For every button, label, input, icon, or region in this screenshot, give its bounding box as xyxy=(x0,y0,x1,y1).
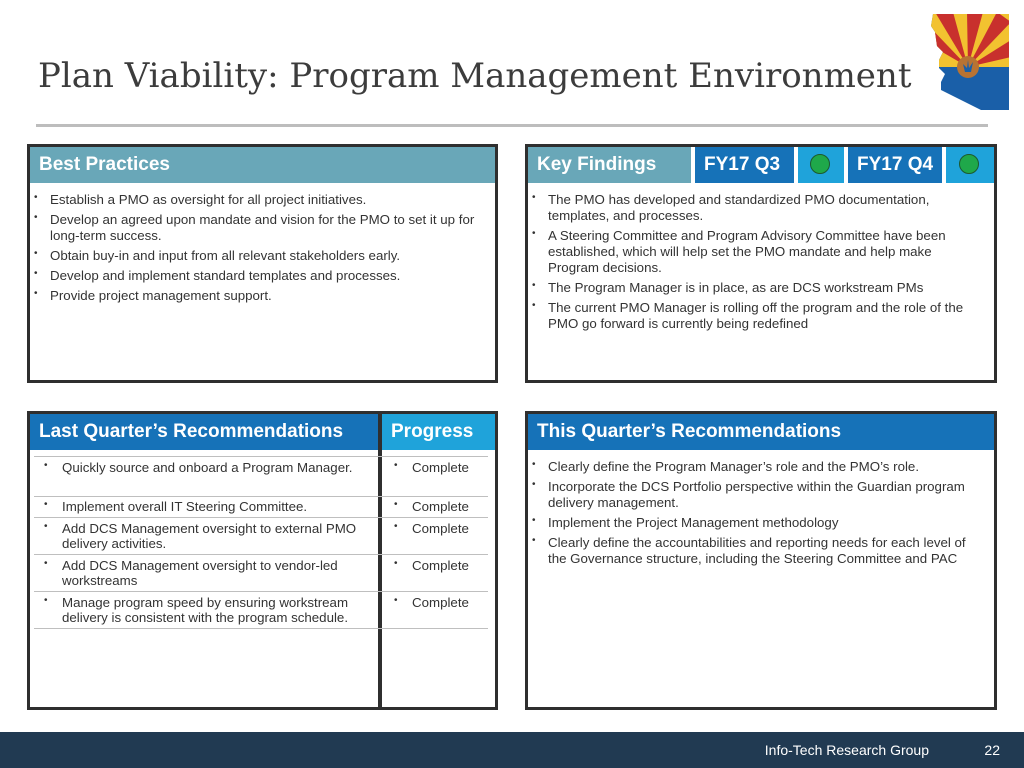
this-quarter-panel xyxy=(525,411,997,710)
recommendation-text: • Add DCS Management oversight to vendor-led workstreams xyxy=(34,558,364,588)
last-quarter-header: Last Quarter’s Recommendations xyxy=(30,414,378,450)
best-practices-list xyxy=(30,192,480,308)
this-quarter-list xyxy=(528,459,984,571)
list-item: • The Program Manager is in place, as are DCS workstream PMs xyxy=(528,280,984,296)
progress-status: • Complete xyxy=(390,460,469,475)
footer-organization: Info-Tech Research Group xyxy=(764,742,929,758)
key-findings-list xyxy=(528,192,984,336)
footer-bar xyxy=(0,732,1024,768)
best-practices-panel xyxy=(27,144,498,383)
progress-header: Progress xyxy=(382,414,495,450)
fy17-q4-label: FY17 Q4 xyxy=(848,147,942,183)
fy17-q3-label: FY17 Q3 xyxy=(695,147,794,183)
best-practices-header: Best Practices xyxy=(30,147,495,183)
list-item: • Clearly define the accountabilities and reporting needs for each level of the Governance structure, including the Steering Committee and PAC xyxy=(528,535,984,567)
arizona-state-flag-logo xyxy=(925,12,1011,112)
table-row xyxy=(34,521,488,555)
progress-status: • Complete xyxy=(390,499,469,514)
recommendation-text: • Implement overall IT Steering Committee. xyxy=(34,499,364,514)
table-row xyxy=(34,460,488,497)
list-item: • Establish a PMO as oversight for all project initiatives. xyxy=(30,192,480,208)
progress-status: • Complete xyxy=(390,558,469,573)
table-top-rule xyxy=(34,456,488,457)
list-item: • Provide project management support. xyxy=(30,288,480,304)
key-findings-panel xyxy=(525,144,997,383)
status-indicator-green xyxy=(959,154,979,174)
page-title: Plan Viability: Program Management Environment xyxy=(38,56,912,96)
recommendation-text: • Quickly source and onboard a Program Manager. xyxy=(34,460,364,475)
last-quarter-panel xyxy=(27,411,498,710)
this-quarter-header: This Quarter’s Recommendations xyxy=(528,414,994,450)
list-item: • Develop and implement standard templates and processes. xyxy=(30,268,480,284)
key-findings-header: Key Findings xyxy=(528,147,691,183)
table-row xyxy=(34,595,488,629)
fy17-q4-status-cell xyxy=(946,147,994,183)
table-row xyxy=(34,499,488,518)
list-item: • Incorporate the DCS Portfolio perspective within the Guardian program delivery management. xyxy=(528,479,984,511)
recommendation-text: • Manage program speed by ensuring workstream delivery is consistent with the program schedule. xyxy=(34,595,364,625)
progress-status: • Complete xyxy=(390,595,469,610)
progress-status: • Complete xyxy=(390,521,469,536)
list-item: • Develop an agreed upon mandate and vision for the PMO to set it up for long-term success. xyxy=(30,212,480,244)
list-item: • Implement the Project Management methodology xyxy=(528,515,984,531)
status-indicator-green xyxy=(810,154,830,174)
list-item: • The current PMO Manager is rolling off the program and the role of the PMO go forward is currently being redefined xyxy=(528,300,984,332)
page-number: 22 xyxy=(984,742,1000,758)
list-item: • Obtain buy-in and input from all relevant stakeholders early. xyxy=(30,248,480,264)
list-item: • The PMO has developed and standardized PMO documentation, templates, and processes. xyxy=(528,192,984,224)
recommendation-text: • Add DCS Management oversight to external PMO delivery activities. xyxy=(34,521,364,551)
fy17-q3-status-cell xyxy=(798,147,844,183)
list-item: • A Steering Committee and Program Advisory Committee have been established, which will help set the PMO mandate and help make Program decisions. xyxy=(528,228,984,276)
title-divider xyxy=(36,124,988,127)
table-row xyxy=(34,558,488,592)
list-item: • Clearly define the Program Manager’s role and the PMO’s role. xyxy=(528,459,984,475)
